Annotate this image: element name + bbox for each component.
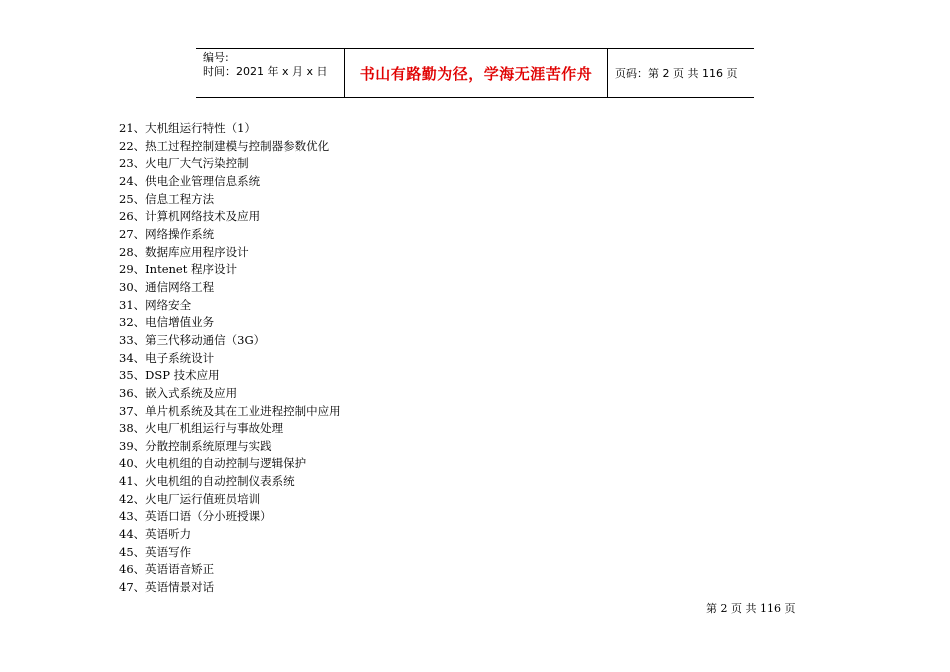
list-item: 38、火电厂机组运行与事故处理 [119, 421, 284, 436]
list-item: 47、英语情景对话 [119, 580, 215, 595]
list-item: 35、DSP 技术应用 [119, 368, 220, 383]
page-header [196, 48, 754, 98]
document-date: 时间：2021 年 x 月 x 日 [203, 65, 328, 78]
course-list [119, 120, 341, 597]
list-item: 41、火电机组的自动控制仪表系统 [119, 474, 295, 489]
page-footer-number: 第 2 页 共 116 页 [706, 602, 796, 615]
list-item: 33、第三代移动通信（3G） [119, 332, 266, 347]
list-item: 45、英语写作 [119, 544, 192, 559]
list-item: 42、火电厂运行值班员培训 [119, 491, 261, 506]
list-item: 46、英语语音矫正 [119, 562, 215, 577]
list-item: 34、电子系统设计 [119, 350, 215, 365]
list-item: 43、英语口语（分小班授课） [119, 509, 272, 524]
list-item: 39、分散控制系统原理与实践 [119, 438, 272, 453]
document-number-label: 编号: [203, 51, 229, 64]
list-item: 27、网络操作系统 [119, 226, 215, 241]
list-item: 29、Intenet 程序设计 [119, 262, 237, 277]
list-item: 22、热工过程控制建模与控制器参数优化 [119, 138, 330, 153]
header-page-info: 页码：第 2 页 共 116 页 [615, 67, 738, 80]
list-item: 36、嵌入式系统及应用 [119, 385, 238, 400]
list-item: 37、单片机系统及其在工业进程控制中应用 [119, 403, 341, 418]
list-item: 25、信息工程方法 [119, 191, 215, 206]
list-item: 23、火电厂大气污染控制 [119, 156, 249, 171]
list-item: 32、电信增值业务 [119, 315, 215, 330]
list-item: 40、火电机组的自动控制与逻辑保护 [119, 456, 307, 471]
list-item: 30、通信网络工程 [119, 279, 215, 294]
list-item: 44、英语听力 [119, 527, 192, 542]
header-motto: 书山有路勤为径，学海无涯苦作舟 [345, 49, 608, 97]
header-meta [196, 49, 345, 97]
list-item: 31、网络安全 [119, 297, 192, 312]
list-item: 24、供电企业管理信息系统 [119, 173, 261, 188]
list-item: 26、计算机网络技术及应用 [119, 209, 261, 224]
list-item: 28、数据库应用程序设计 [119, 244, 249, 259]
list-item: 21、大机组运行特性（1） [119, 121, 256, 135]
